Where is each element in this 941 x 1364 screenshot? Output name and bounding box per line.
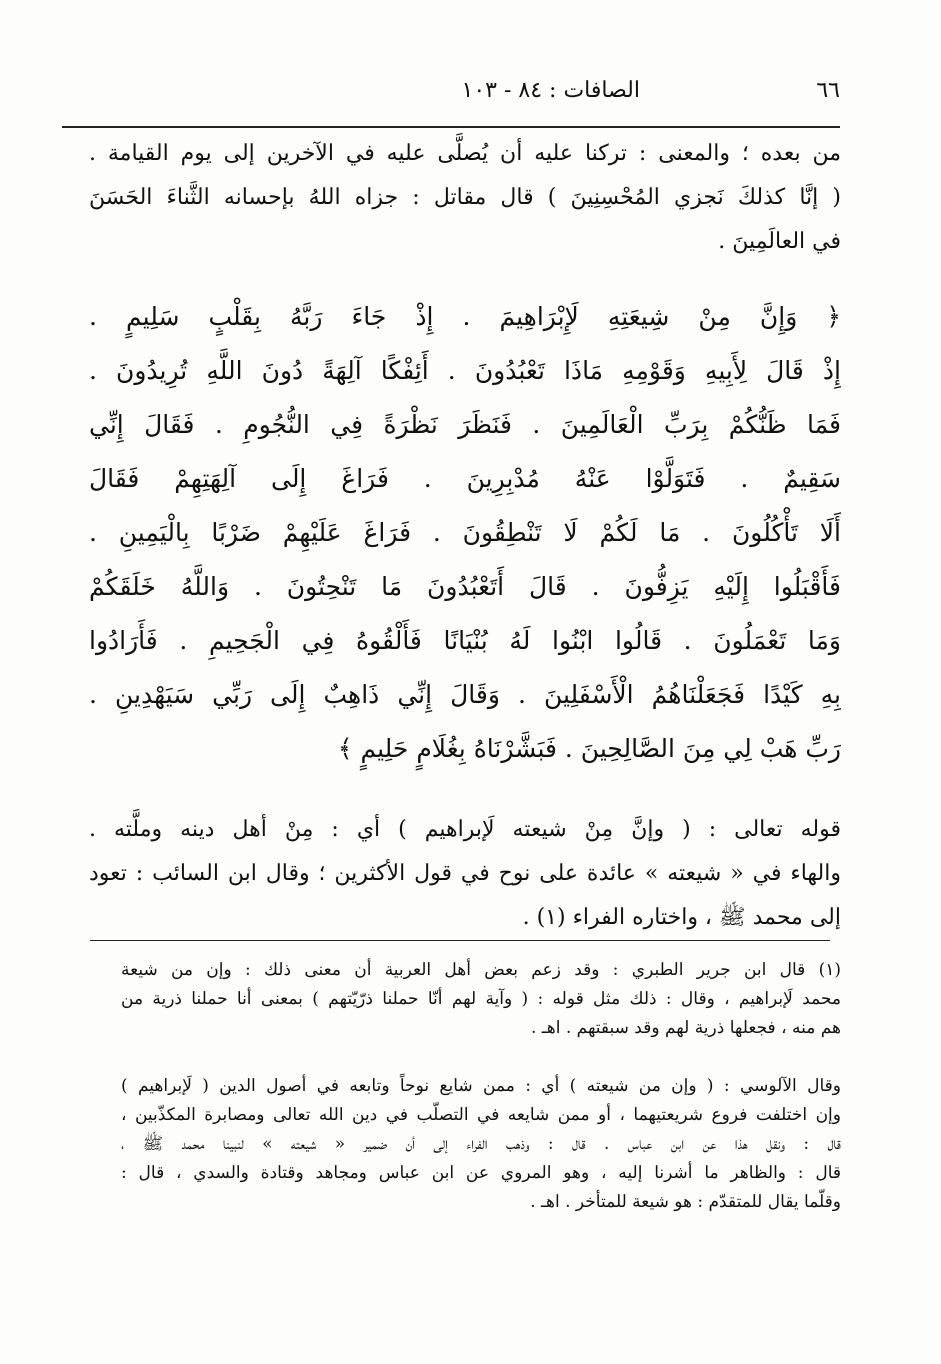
footnote-line: وقال الآلوسي : ( وإن من شيعته ) أي : ممن شايع نوحاً وتابعه في أصول الدين ( لَإبراهيم ): [121, 1076, 841, 1096]
verse-line: سَقِيمٌ . فَتَوَلَّوْا عَنْهُ مُدْبِرِينَ . فَرَاغَ إِلَى آلِهَتِهِمْ فَقَالَ: [89, 464, 841, 493]
footnote-line: قال : والظاهر ما أشرنا إليه ، وهو المروي عن ابن عباس ومجاهد وقتادة والسدي ، قال :: [121, 1163, 841, 1183]
text-line: من بعده ؛ والمعنى : تركنا عليه أن يُصلَّى عليه في الآخرين إلى يوم القيامة .: [89, 141, 841, 166]
verse-line: وَمَا تَعْمَلُونَ . قَالُوا ابْنُوا لَهُ بُنْيَانًا فَأَلْقُوهُ فِي الْجَحِيمِ . فَأَرَادُوا: [89, 626, 841, 655]
text-line: قوله تعالى : ( وإنَّ مِنْ شيعته لَإبراهيم ) أي : مِنْ أهل دينه وملَّته .: [89, 817, 841, 842]
footnote-line: محمد لَإبراهيم ، وقال : ذلك مثل قوله : ( وآية لهم أنّا حملنا ذرّيّتهم ) بمعنى أنا حملنا ذرية من: [121, 989, 841, 1009]
footnote-line: (١) قال ابن جرير الطبري : وقد زعم بعض أهل العربية أن معنى ذلك : وإن من شيعة: [121, 960, 841, 980]
footnote-line: هم منه ، فجعلها ذرية لهم وقد سبقتهم . اهـ .: [530, 1018, 841, 1038]
text-line: إلى محمد ﷺ ، واختاره الفراء (١) .: [522, 905, 841, 930]
text-line: في العالَمِينَ .: [718, 229, 841, 254]
page-number: ٦٦: [816, 78, 840, 103]
page-header: [90, 78, 840, 118]
footnote-line: قال : ونقل هذا عن ابن عباس . قال : وذهب الفراء إلى أن ضمير « شيعته » لنبينا محمد ﷺ ،: [121, 1134, 841, 1154]
commentary-paragraph: [89, 808, 841, 940]
verse-line: بِهِ كَيْدًا فَجَعَلْنَاهُمُ الْأَسْفَلِينَ . وَقَالَ إِنِّي ذَاهِبٌ إِلَى رَبِّي سَيَهْدِينِ .: [89, 680, 841, 709]
verse-line: رَبِّ هَبْ لِي مِنَ الصَّالِحِينَ . فَبَشَّرْنَاهُ بِغُلَامٍ حَلِيمٍ ﴾: [337, 734, 841, 763]
footnote-rule: [90, 940, 830, 941]
footnote-line: وقلّما يقال للمتقدّم : هو شيعة للمتأخر . اهـ .: [530, 1192, 841, 1212]
running-title: الصافات : ٨٤ - ١٠٣: [461, 78, 640, 103]
footnote-2: [121, 1072, 841, 1217]
verse-line: إِذْ قَالَ لِأَبِيهِ وَقَوْمِهِ مَاذَا تَعْبُدُونَ . أَئِفْكًا آلِهَةً دُونَ اللَّهِ تُرِيدُونَ .: [89, 356, 841, 385]
footnote-line: وإن اختلفت فروع شريعتيهما ، أو ممن شايعه في التصلّب في دين الله تعالى ومصابرة المكذّبين ،: [121, 1105, 841, 1125]
header-rule: [62, 126, 840, 128]
quran-verses: [89, 290, 841, 776]
text-line: ( إنَّا كذلكَ نَجزي المُحْسِنِينَ ) قال مقاتل : جزاه اللهُ بإحسانه الثَّناءَ الحَسَنَ: [89, 185, 841, 210]
verse-line: أَلَا تَأْكُلُونَ . مَا لَكُمْ لَا تَنْطِقُونَ . فَرَاغَ عَلَيْهِمْ ضَرْبًا بِالْيَمِينِ .: [89, 518, 841, 547]
footnote-1: [121, 956, 841, 1043]
verse-line: فَأَقْبَلُوا إِلَيْهِ يَزِفُّونَ . قَالَ أَتَعْبُدُونَ مَا تَنْحِتُونَ . وَاللَّهُ خَلَقَكُمْ: [89, 572, 841, 601]
text-line: والهاء في « شيعته » عائدة على نوح في قول الأكثرين ؛ وقال ابن السائب : تعود: [89, 861, 841, 886]
verse-line: ﴿ وَإِنَّ مِنْ شِيعَتِهِ لَإِبْرَاهِيمَ . إِذْ جَاءَ رَبَّهُ بِقَلْبٍ سَلِيمٍ .: [89, 302, 841, 331]
verse-line: فَمَا ظَنُّكُمْ بِرَبِّ الْعَالَمِينَ . فَنَظَرَ نَظْرَةً فِي النُّجُومِ . فَقَالَ إِنِّي: [89, 410, 841, 439]
intro-paragraph: [89, 132, 841, 264]
